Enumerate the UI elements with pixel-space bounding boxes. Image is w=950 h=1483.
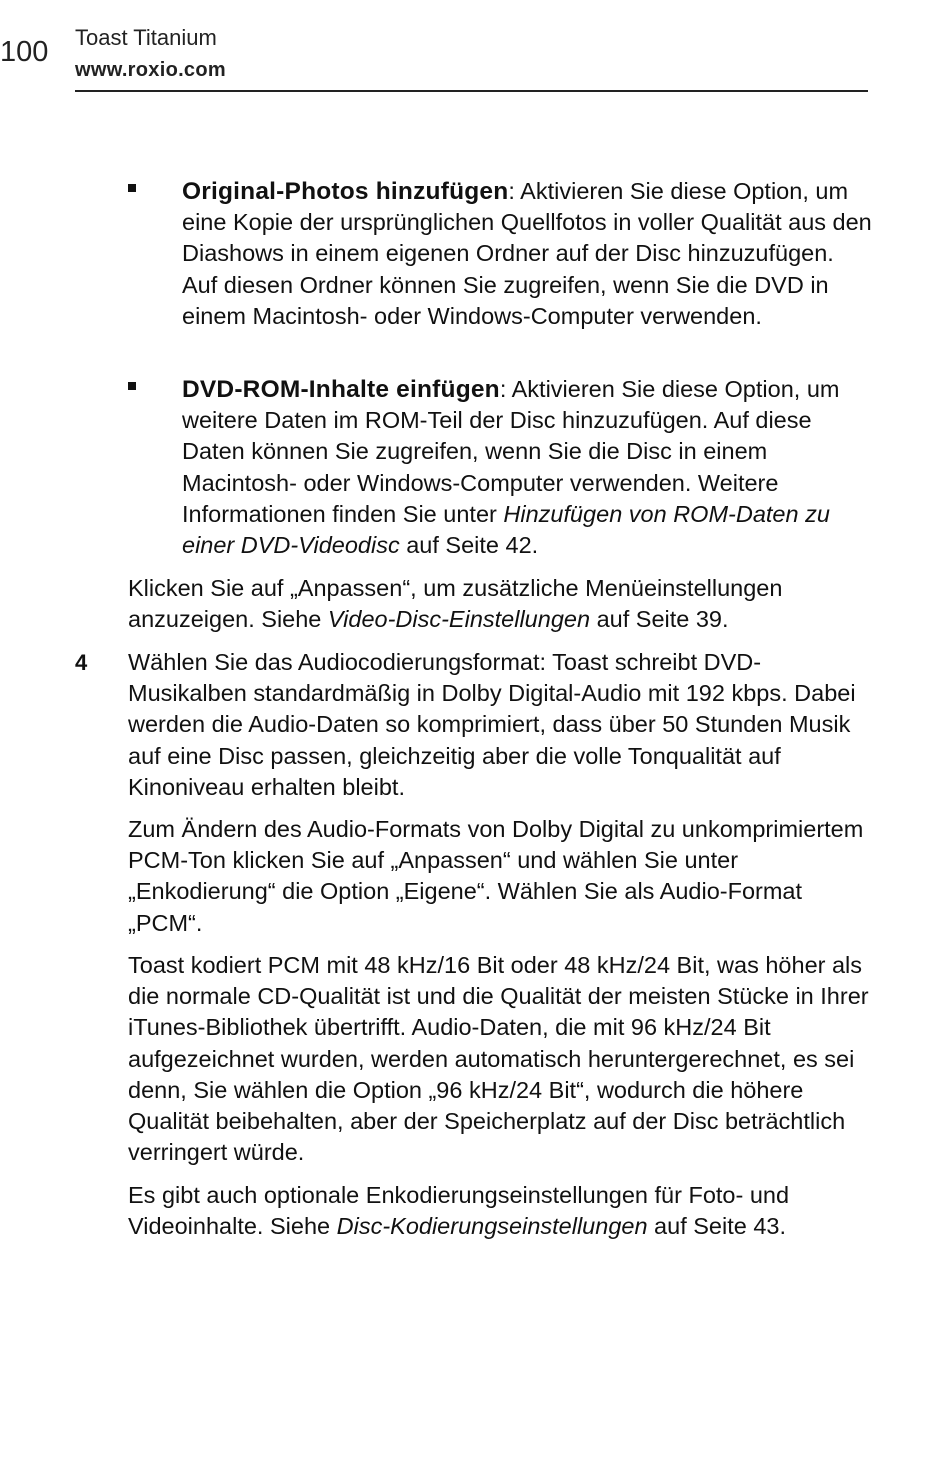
paragraph-audio-format: Zum Ändern des Audio-Formats von Dolby Digital zu unkomprimiertem PCM-Ton klicken Sie auf „Anpassen“ und wählen Sie unter „Enkodierung“ die Option „Eigene“. Wählen Sie als Audio-Format „PCM“. (128, 816, 864, 936)
paragraph-text-end: auf Seite 39. (590, 606, 729, 633)
bullet-body: : Aktivieren Sie diese Option, um eine Kopie der ursprünglichen Quellfotos in voller Qualität aus den Diashows in einem eigenen Ordner auf der Disc hinzuzufügen. Auf diesen Ordner können Sie zugreifen, wenn Sie die DVD in einem Macintosh- oder Windows-Computer verwenden. (182, 178, 872, 329)
page-header (0, 0, 950, 95)
header-divider (75, 90, 868, 92)
step-number: 4 (75, 650, 88, 675)
paragraph-pcm-quality: Toast kodiert PCM mit 48 kHz/16 Bit oder 48 kHz/24 Bit, was höher als die normale CD-Qualität ist und die Qualität der meisten Stücke in Ihrer iTunes-Bibliothek übertrifft. Audio-Daten, die mit 96 kHz/24 Bit aufgezeichnet wurden, werden automatisch heruntergerechnet, es sei denn, Sie wählen die Option „96 kHz/24 Bit“, wodurch die höhere Qualität beibehalten, aber der Speicherplatz auf der Disc beträchtlich verringert würde. (128, 952, 869, 1166)
bullet-text (182, 374, 872, 561)
page-number: 100 (0, 36, 49, 68)
customize-paragraph (128, 573, 873, 635)
cross-reference-link[interactable]: Disc-Kodierungseinstellungen (336, 1213, 648, 1240)
website-url: www.roxio.com (75, 59, 226, 81)
bullet-text (182, 176, 872, 332)
bullet-body: : Aktivieren Sie diese Option, um weitere Daten im ROM-Teil der Disc hinzuzufügen. Auf diese Daten können Sie zugreifen, wenn Sie die Disc in einem Macintosh- oder Windows-Computer verwenden. Weitere Informationen finden Sie unter (182, 376, 840, 527)
bullet-lead: Original-Photos hinzufügen (182, 178, 509, 205)
paragraph-text: Klicken Sie auf „Anpassen“, um zusätzliche Menüeinstellungen anzuzeigen. Siehe (128, 575, 783, 633)
encoding-paragraph (128, 1180, 873, 1242)
cross-reference-link[interactable]: Hinzufügen von ROM-Daten zu einer DVD-Videodisc (182, 500, 830, 559)
product-name: Toast Titanium (75, 25, 217, 50)
bullet-lead: DVD-ROM-Inhalte einfügen (182, 376, 500, 403)
paragraph-text-end: auf Seite 43. (647, 1213, 787, 1240)
paragraph-text: Es gibt auch optionale Enkodierungseinstellungen für Foto- und Videoinhalte. Siehe (128, 1182, 790, 1240)
bullet-body-end: auf Seite 42. (399, 532, 539, 559)
step-text: Wählen Sie das Audiocodierungsformat: Toast schreibt DVD-Musikalben standardmäßig in Dolby Digital-Audio mit 192 kbps. Dabei werden die Audio-Daten so komprimiert, dass über 50 Stunden Musik auf eine Disc passen, gleichzeitig aber die volle Tonqualität auf Kinoniveau erhalten bleibt. (128, 649, 856, 800)
bullet-square-icon (128, 184, 136, 192)
bullet-square-icon (128, 382, 136, 390)
cross-reference-link[interactable]: Video-Disc-Einstellungen (327, 606, 591, 633)
